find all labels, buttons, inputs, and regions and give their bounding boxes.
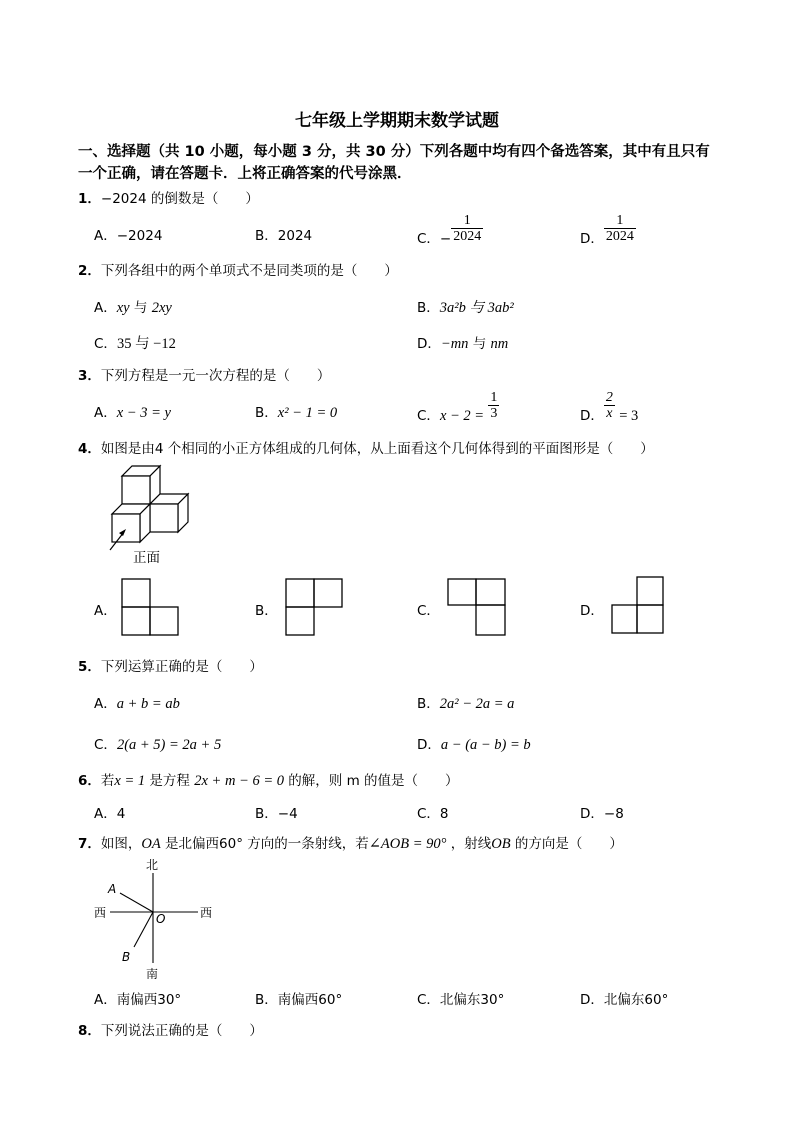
math-expr: a + b = ab <box>116 696 180 712</box>
math-expr: a − (a − b) = b <box>440 737 531 753</box>
math-expr: 2x + m − 6 = 0 <box>194 773 284 789</box>
question-number: 1． <box>78 191 101 207</box>
q2-option-b[interactable] <box>417 296 514 317</box>
option-label: D． <box>580 230 604 247</box>
question-text: 下列各组中的两个单项式不是同类项的是（ ） <box>100 263 398 279</box>
denominator: x <box>604 405 615 421</box>
q1-option-a[interactable]: A．−2024 <box>94 228 163 244</box>
north-label: 北 <box>146 858 159 872</box>
math-expr: 35 与 −12 <box>116 336 176 352</box>
question-text: 是方程 <box>145 773 195 789</box>
option-label: B． <box>417 300 440 316</box>
option-label: D． <box>580 407 604 424</box>
q4-option-c-figure[interactable] <box>446 577 508 637</box>
math-expr: x − 3 = y <box>116 405 171 421</box>
question-text: 的方向是（ ） <box>510 836 623 852</box>
q2-option-a[interactable] <box>94 296 172 317</box>
option-label: A． <box>94 405 117 421</box>
question-text: 下列运算正确的是（ ） <box>100 659 263 675</box>
front-label: 正面 <box>133 550 160 566</box>
question-text: 的解，则 m 的值是（ ） <box>284 773 459 789</box>
west-label: 西 <box>94 906 107 920</box>
question-4 <box>78 437 654 457</box>
question-text: 若 <box>100 773 115 789</box>
fraction <box>604 213 636 244</box>
denominator: 2024 <box>453 229 482 244</box>
question-7 <box>78 832 623 853</box>
q7-option-b[interactable]: B．南偏西60° <box>255 992 343 1008</box>
question-text: ，射线 <box>446 836 492 852</box>
q4-option-a-label[interactable]: A． <box>94 603 117 619</box>
question-number: 2． <box>78 263 101 279</box>
fraction <box>488 390 499 421</box>
question-3 <box>78 364 330 384</box>
math-expr: 3a²b 与 3ab² <box>439 300 514 316</box>
math-expr: OB <box>491 836 511 852</box>
q3-option-a[interactable] <box>94 401 171 422</box>
q6-option-d[interactable]: D．−8 <box>580 806 624 822</box>
q5-option-d[interactable] <box>417 733 531 754</box>
question-text: 下列说法正确的是（ ） <box>100 1023 263 1039</box>
question-2 <box>78 259 398 279</box>
q4-option-d-label[interactable]: D． <box>580 603 604 619</box>
q7-option-c[interactable]: C．北偏东30° <box>417 992 505 1008</box>
fraction <box>451 213 483 244</box>
math-expr: 2a² − 2a = a <box>439 696 515 712</box>
math-expr: x = 1 <box>114 773 146 789</box>
compass-direction-figure <box>90 855 220 983</box>
question-number: 3． <box>78 368 101 384</box>
q4-option-c-label[interactable]: C． <box>417 603 440 619</box>
numerator: 1 <box>616 213 624 228</box>
question-text: 下列方程是一元一次方程的是（ ） <box>100 368 331 384</box>
question-number: 8． <box>78 1023 101 1039</box>
math-expr: OA <box>141 836 161 852</box>
south-label: 南 <box>146 967 159 981</box>
section-instructions-line1: 一、选择题（共 10 小题，每小题 3 分，共 30 分）下列各题中均有四个备选答案，其中有且只有 <box>78 144 710 160</box>
q5-option-a[interactable] <box>94 692 180 713</box>
question-5 <box>78 655 263 675</box>
page-title: 七年级上学期期末数学试题 <box>295 111 499 131</box>
q4-option-a-figure[interactable] <box>120 577 180 637</box>
question-number: 6． <box>78 773 101 789</box>
numerator: 2 <box>605 390 613 405</box>
question-text: −2024 的倒数是（ ） <box>100 191 259 207</box>
math-expr: ∠AOB = 90° <box>368 836 447 852</box>
fraction <box>604 390 615 421</box>
math-expr: x − 2 = <box>439 407 485 424</box>
math-expr: x² − 1 = 0 <box>277 405 338 421</box>
option-label: B． <box>255 405 278 421</box>
q3-option-d[interactable] <box>580 390 639 424</box>
q2-option-c[interactable] <box>94 332 176 353</box>
math-expr: 2xy <box>151 300 172 316</box>
connector-text: 与 <box>468 336 491 352</box>
numerator: 1 <box>463 213 471 228</box>
q3-option-b[interactable] <box>255 401 337 422</box>
point-b-label: B <box>122 950 131 964</box>
option-label: C． <box>94 336 117 352</box>
option-label: C． <box>94 737 117 753</box>
q6-option-a[interactable]: A．4 <box>94 806 126 822</box>
question-text: 如图是由4 个相同的小正方体组成的几何体，从上面看这个几何体得到的平面图形是（ ） <box>100 441 654 457</box>
q2-option-d[interactable] <box>417 332 508 353</box>
q4-option-d-figure[interactable] <box>610 575 666 637</box>
section-instructions-line2: 一个正确，请在答题卡．上将正确答案的代号涂黑． <box>78 166 412 182</box>
option-label: D． <box>417 737 441 753</box>
question-1 <box>78 187 259 207</box>
option-label: D． <box>417 336 441 352</box>
q4-option-b-figure[interactable] <box>284 577 344 637</box>
question-8 <box>78 1019 263 1039</box>
point-a-label: A <box>108 882 117 896</box>
option-label: C． <box>417 407 440 424</box>
q3-option-c[interactable] <box>417 390 499 424</box>
q1-option-d[interactable] <box>580 213 636 247</box>
q4-option-b-label[interactable]: B． <box>255 603 278 619</box>
q5-option-c[interactable] <box>94 733 221 754</box>
math-expr: nm <box>490 336 509 352</box>
math-expr: = 3 <box>619 407 639 424</box>
denominator: 2024 <box>605 229 634 244</box>
math-expr: −mn <box>440 336 469 352</box>
q6-option-c[interactable]: C．8 <box>417 806 449 822</box>
option-label: B． <box>417 696 440 712</box>
option-label: C．− <box>417 230 452 247</box>
question-number: 5． <box>78 659 101 675</box>
q5-option-b[interactable] <box>417 692 514 713</box>
q1-option-c[interactable] <box>417 213 483 247</box>
option-label: A． <box>94 696 117 712</box>
math-expr: xy <box>116 300 130 316</box>
point-o-label: O <box>156 912 166 926</box>
q7-option-d[interactable]: D．北偏东60° <box>580 992 669 1008</box>
q7-option-a[interactable]: A．南偏西30° <box>94 992 182 1008</box>
question-text: 如图， <box>100 836 142 852</box>
connector-text: 与 <box>129 300 152 316</box>
q1-option-b[interactable]: B．2024 <box>255 228 313 244</box>
option-label: A． <box>94 300 117 316</box>
east-label: 西 <box>200 906 213 920</box>
question-number: 4． <box>78 441 101 457</box>
question-6 <box>78 769 459 790</box>
math-expr: 2(a + 5) = 2a + 5 <box>116 737 222 753</box>
question-text: 是北偏西60° 方向的一条射线，若 <box>160 836 369 852</box>
denominator: 3 <box>490 406 498 421</box>
question-number: 7． <box>78 836 101 852</box>
numerator: 1 <box>490 390 498 405</box>
q6-option-b[interactable]: B．−4 <box>255 806 298 822</box>
